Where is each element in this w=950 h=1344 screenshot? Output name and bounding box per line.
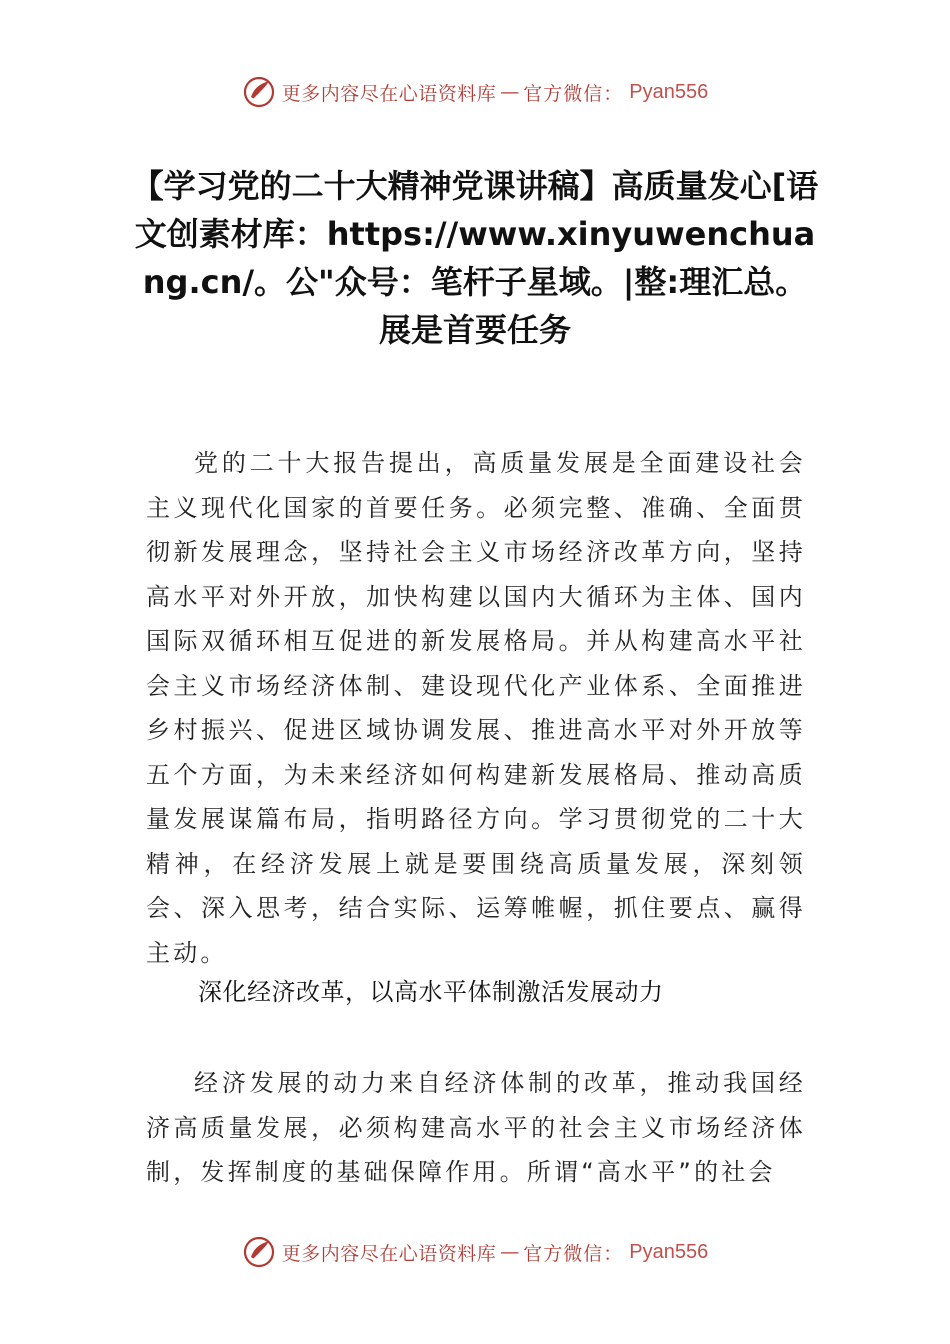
banner-separator: — [500,1241,520,1263]
banner-wechat-id: Pyan556 [629,80,709,103]
section-heading: 深化经济改革，以高水平体制激活发展动力 [198,978,664,1006]
logo-icon [242,1235,276,1269]
logo-icon [242,75,276,109]
banner-wechat-label: 官方微信： [523,1242,624,1265]
paragraph: 党的二十大报告提出，高质量发展是全面建设社会主义现代化国家的首要任务。必须完整、准确、全面贯彻新发展理念，坚持社会主义市场经济改革方向，坚持高水平对外开放，加快构建以国内大循环为主体、国内国际双循环相互促进的新发展格局。并从构建高水平社会主义市场经济体制、建设现代化产业体系、全面推进乡村振兴、促进区域协调发展、推进高水平对外开放等五个方面，为未来经济如何构建新发展格局、推动高质量发展谋篇布局，指明路径方向。学习贯彻党的二十大精神，在经济发展上就是要围绕高质量发展，深刻领会、深入思考，结合实际、运筹帷幄，抓住要点、赢得主动。 [146,449,806,967]
banner-text: 更多内容尽在心语资料库 [281,82,497,105]
paragraph: 经济发展的动力来自经济体制的改革，推动我国经济高质量发展，必须构建高水平的社会主义市场经济体制，发挥制度的基础保障作用。所谓“高水平”的社会 [146,1069,806,1186]
header-banner [0,72,950,112]
banner-wechat-id: Pyan556 [629,1240,709,1263]
banner-separator: — [500,81,520,103]
document-title: 【学习党的二十大精神党课讲稿】高质量发心[语文创素材库：https://www.xinyuwenchuang.cn/。公"众号：笔杆子星域。|整:理汇总。展是首要任务 [131,167,819,349]
footer-banner [0,1232,950,1272]
banner-wechat-label: 官方微信： [523,82,624,105]
banner-text: 更多内容尽在心语资料库 [281,1242,497,1265]
